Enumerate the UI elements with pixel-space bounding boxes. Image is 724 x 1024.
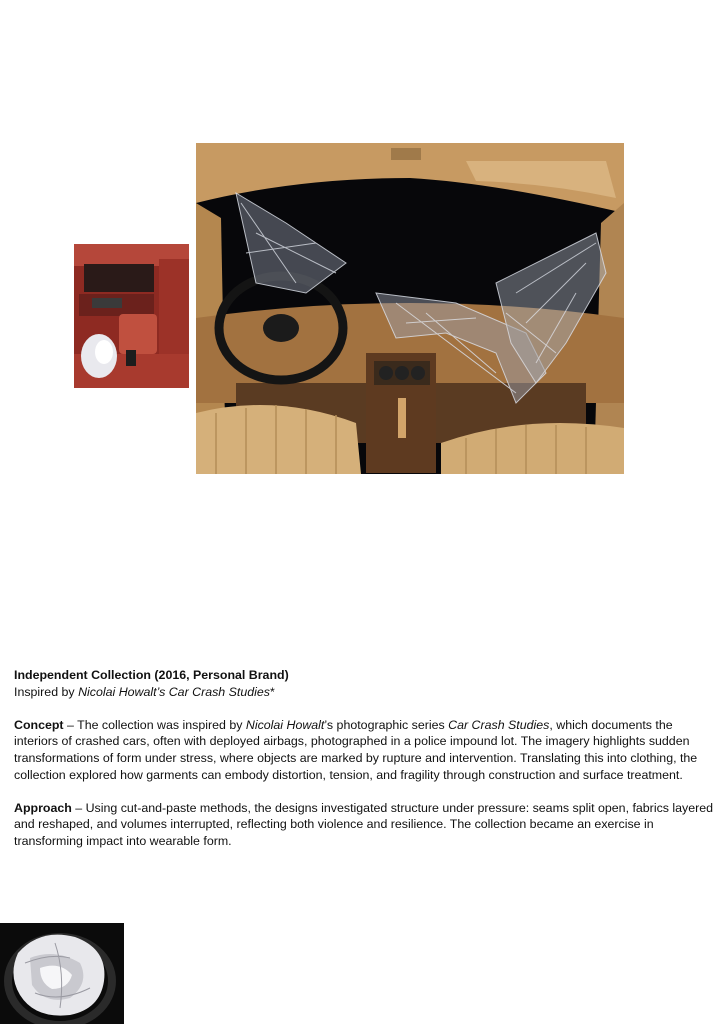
- concept-series: Car Crash Studies: [448, 717, 550, 732]
- deployed-airbag-photo: [0, 923, 124, 1024]
- inspired-prefix: Inspired by: [14, 684, 79, 699]
- collection-title: Independent Collection (2016, Personal Brand): [14, 668, 289, 682]
- approach-paragraph: [14, 800, 714, 850]
- collection-description: [14, 667, 714, 850]
- concept-lead: Concept: [14, 717, 64, 732]
- inspired-suffix: *: [269, 684, 275, 699]
- concept-text-1: – The collection was inspired by: [63, 717, 246, 732]
- concept-artist: Nicolai Howalt: [245, 717, 325, 732]
- approach-text: – Using cut-and-paste methods, the designs investigated structure under pressure: seams split open, fabrics layered and reshaped, and volumes interrupted, reflecting both violence and resilience. The collection became an exercise in transforming impact into wearable form.: [14, 800, 714, 848]
- concept-text-2: ’s photographic series: [324, 717, 449, 732]
- crashed-car-interior-photo: [196, 143, 624, 474]
- inspired-by-line: [14, 684, 714, 701]
- inspired-source: Nicolai Howalt’s Car Crash Studies: [78, 684, 270, 699]
- approach-lead: Approach: [14, 800, 72, 815]
- concept-paragraph: [14, 717, 714, 783]
- car-interior-red-photo: [74, 244, 189, 388]
- concept-text-3: , which documents the interiors of crashed cars, often with deployed airbags, photographed in a police impound lot. The imagery highlights sudden transformations of form under stress, where objects are marked by rupture and intervention. Translating this into clothing, the collection explored how garments can embody distortion, tension, and fragility through construction and surface treatment.: [14, 717, 698, 782]
